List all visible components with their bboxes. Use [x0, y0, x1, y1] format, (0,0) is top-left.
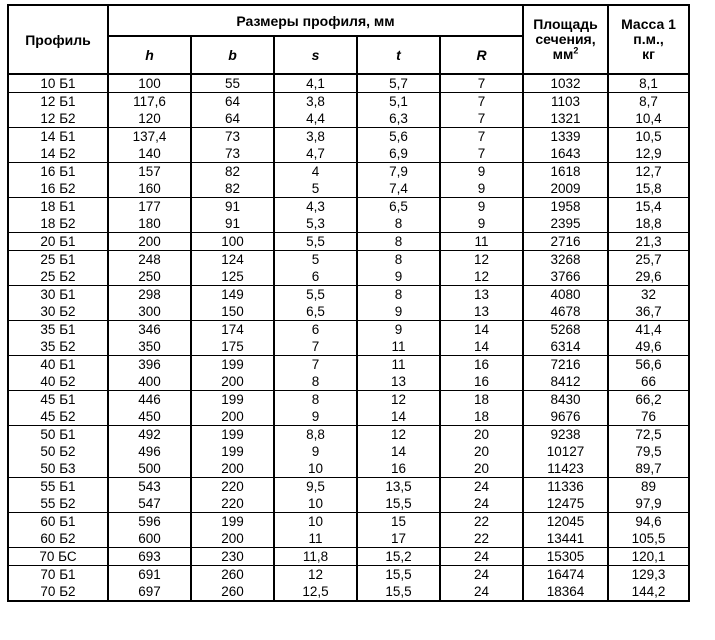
cell-r: 22	[440, 513, 523, 531]
cell-area: 18364	[523, 583, 608, 601]
header-mass-line3: кг	[642, 46, 655, 62]
cell-r: 24	[440, 548, 523, 566]
cell-profile: 30 Б1	[8, 286, 108, 304]
cell-b: 199	[191, 356, 274, 374]
cell-t: 5,7	[357, 74, 440, 93]
cell-area: 1321	[523, 110, 608, 128]
cell-mass: 120,1	[608, 548, 689, 566]
cell-mass: 36,7	[608, 303, 689, 321]
cell-profile: 60 Б1	[8, 513, 108, 531]
cell-area: 2395	[523, 215, 608, 233]
cell-r: 24	[440, 495, 523, 513]
cell-r: 24	[440, 478, 523, 496]
header-mass	[608, 5, 689, 74]
cell-b: 149	[191, 286, 274, 304]
cell-t: 15,5	[357, 583, 440, 601]
cell-s: 5	[274, 251, 357, 269]
table-body	[8, 74, 689, 601]
cell-mass: 8,1	[608, 74, 689, 93]
cell-r: 13	[440, 303, 523, 321]
cell-s: 11,8	[274, 548, 357, 566]
cell-h: 180	[108, 215, 191, 233]
table-row	[8, 93, 689, 111]
cell-h: 100	[108, 74, 191, 93]
cell-b: 150	[191, 303, 274, 321]
cell-area: 4080	[523, 286, 608, 304]
cell-b: 200	[191, 460, 274, 478]
cell-area: 2716	[523, 233, 608, 251]
cell-s: 10	[274, 513, 357, 531]
header-dim-s: s	[274, 36, 357, 74]
cell-b: 260	[191, 583, 274, 601]
cell-area: 16474	[523, 566, 608, 584]
cell-b: 200	[191, 530, 274, 548]
cell-profile: 45 Б2	[8, 408, 108, 426]
cell-area: 9676	[523, 408, 608, 426]
cell-s: 12,5	[274, 583, 357, 601]
table-row	[8, 180, 689, 198]
cell-h: 492	[108, 426, 191, 444]
cell-s: 4,4	[274, 110, 357, 128]
cell-h: 446	[108, 391, 191, 409]
header-area	[523, 5, 608, 74]
table-row	[8, 268, 689, 286]
cell-h: 140	[108, 145, 191, 163]
cell-r: 7	[440, 74, 523, 93]
cell-area: 1339	[523, 128, 608, 146]
cell-area: 6314	[523, 338, 608, 356]
cell-r: 18	[440, 391, 523, 409]
cell-profile: 25 Б2	[8, 268, 108, 286]
cell-t: 6,9	[357, 145, 440, 163]
cell-b: 220	[191, 495, 274, 513]
table-row	[8, 233, 689, 251]
header-profile: Профиль	[8, 5, 108, 74]
cell-area: 13441	[523, 530, 608, 548]
cell-s: 5,5	[274, 286, 357, 304]
cell-t: 8	[357, 286, 440, 304]
cell-b: 230	[191, 548, 274, 566]
cell-t: 14	[357, 443, 440, 460]
cell-t: 6,3	[357, 110, 440, 128]
cell-b: 199	[191, 513, 274, 531]
cell-h: 346	[108, 321, 191, 339]
cell-s: 4,7	[274, 145, 357, 163]
cell-t: 15,2	[357, 548, 440, 566]
cell-t: 7,9	[357, 163, 440, 181]
cell-s: 11	[274, 530, 357, 548]
table-row	[8, 198, 689, 216]
table-row	[8, 460, 689, 478]
cell-profile: 12 Б1	[8, 93, 108, 111]
cell-t: 5,6	[357, 128, 440, 146]
cell-s: 9,5	[274, 478, 357, 496]
header-area-line2: сечения,	[535, 31, 596, 47]
cell-h: 697	[108, 583, 191, 601]
header-dim-b: b	[191, 36, 274, 74]
cell-h: 693	[108, 548, 191, 566]
cell-h: 400	[108, 373, 191, 391]
table-row	[8, 215, 689, 233]
cell-t: 13,5	[357, 478, 440, 496]
cell-r: 20	[440, 426, 523, 444]
cell-t: 11	[357, 338, 440, 356]
cell-b: 91	[191, 198, 274, 216]
cell-mass: 15,8	[608, 180, 689, 198]
cell-s: 8,8	[274, 426, 357, 444]
cell-profile: 60 Б2	[8, 530, 108, 548]
cell-b: 200	[191, 408, 274, 426]
cell-t: 8	[357, 251, 440, 269]
cell-profile: 70 Б2	[8, 583, 108, 601]
cell-h: 600	[108, 530, 191, 548]
cell-area: 15305	[523, 548, 608, 566]
cell-area: 8430	[523, 391, 608, 409]
cell-b: 82	[191, 180, 274, 198]
cell-r: 24	[440, 583, 523, 601]
cell-area: 10127	[523, 443, 608, 460]
cell-b: 64	[191, 110, 274, 128]
cell-r: 14	[440, 338, 523, 356]
table-row	[8, 163, 689, 181]
cell-area: 3268	[523, 251, 608, 269]
cell-s: 6,5	[274, 303, 357, 321]
cell-b: 199	[191, 426, 274, 444]
cell-s: 7	[274, 356, 357, 374]
cell-mass: 97,9	[608, 495, 689, 513]
cell-h: 450	[108, 408, 191, 426]
table-header	[8, 5, 689, 74]
table-row	[8, 495, 689, 513]
table-row	[8, 583, 689, 601]
cell-mass: 10,4	[608, 110, 689, 128]
cell-b: 220	[191, 478, 274, 496]
table-row	[8, 251, 689, 269]
cell-b: 260	[191, 566, 274, 584]
cell-profile: 35 Б2	[8, 338, 108, 356]
cell-s: 4,1	[274, 74, 357, 93]
cell-profile: 25 Б1	[8, 251, 108, 269]
header-dim-r: R	[440, 36, 523, 74]
cell-profile: 18 Б1	[8, 198, 108, 216]
cell-h: 250	[108, 268, 191, 286]
cell-mass: 29,6	[608, 268, 689, 286]
header-area-line1: Площадь	[533, 16, 598, 32]
cell-h: 596	[108, 513, 191, 531]
cell-t: 12	[357, 391, 440, 409]
cell-profile: 50 Б2	[8, 443, 108, 460]
cell-h: 160	[108, 180, 191, 198]
cell-area: 9238	[523, 426, 608, 444]
cell-mass: 8,7	[608, 93, 689, 111]
cell-s: 6	[274, 321, 357, 339]
cell-h: 177	[108, 198, 191, 216]
cell-h: 691	[108, 566, 191, 584]
cell-t: 16	[357, 460, 440, 478]
cell-s: 9	[274, 408, 357, 426]
cell-profile: 12 Б2	[8, 110, 108, 128]
cell-mass: 72,5	[608, 426, 689, 444]
table-row	[8, 128, 689, 146]
cell-mass: 15,4	[608, 198, 689, 216]
cell-t: 9	[357, 268, 440, 286]
table-row	[8, 530, 689, 548]
cell-area: 1032	[523, 74, 608, 93]
table-row	[8, 286, 689, 304]
cell-b: 125	[191, 268, 274, 286]
cell-r: 20	[440, 443, 523, 460]
cell-s: 8	[274, 391, 357, 409]
cell-b: 174	[191, 321, 274, 339]
header-area-unit-sup: 2	[573, 45, 579, 56]
cell-profile: 70 БС	[8, 548, 108, 566]
cell-s: 4	[274, 163, 357, 181]
header-area-unit: мм	[552, 46, 574, 62]
cell-mass: 79,5	[608, 443, 689, 460]
cell-profile: 16 Б2	[8, 180, 108, 198]
table-row	[8, 321, 689, 339]
cell-mass: 105,5	[608, 530, 689, 548]
cell-mass: 12,7	[608, 163, 689, 181]
header-dimensions: Размеры профиля, мм	[108, 5, 523, 36]
cell-area: 12045	[523, 513, 608, 531]
cell-mass: 94,6	[608, 513, 689, 531]
cell-h: 500	[108, 460, 191, 478]
table-row	[8, 566, 689, 584]
cell-r: 11	[440, 233, 523, 251]
table-row	[8, 548, 689, 566]
cell-r: 20	[440, 460, 523, 478]
cell-mass: 32	[608, 286, 689, 304]
cell-s: 9	[274, 443, 357, 460]
table-row	[8, 513, 689, 531]
cell-t: 12	[357, 426, 440, 444]
cell-mass: 12,9	[608, 145, 689, 163]
cell-s: 6	[274, 268, 357, 286]
cell-mass: 21,3	[608, 233, 689, 251]
cell-h: 543	[108, 478, 191, 496]
cell-s: 10	[274, 495, 357, 513]
cell-area: 8412	[523, 373, 608, 391]
cell-mass: 41,4	[608, 321, 689, 339]
cell-profile: 40 Б2	[8, 373, 108, 391]
cell-mass: 89,7	[608, 460, 689, 478]
cell-b: 124	[191, 251, 274, 269]
table-row	[8, 110, 689, 128]
cell-profile: 14 Б1	[8, 128, 108, 146]
cell-area: 1618	[523, 163, 608, 181]
cell-area: 5268	[523, 321, 608, 339]
cell-h: 120	[108, 110, 191, 128]
cell-t: 15	[357, 513, 440, 531]
cell-r: 13	[440, 286, 523, 304]
cell-r: 12	[440, 268, 523, 286]
table-row	[8, 408, 689, 426]
cell-s: 5,5	[274, 233, 357, 251]
cell-area: 3766	[523, 268, 608, 286]
cell-r: 7	[440, 110, 523, 128]
cell-mass: 129,3	[608, 566, 689, 584]
cell-h: 350	[108, 338, 191, 356]
cell-area: 1643	[523, 145, 608, 163]
cell-area: 2009	[523, 180, 608, 198]
table-row	[8, 391, 689, 409]
header-mass-line1: Масса 1	[621, 16, 676, 32]
cell-t: 17	[357, 530, 440, 548]
cell-mass: 49,6	[608, 338, 689, 356]
cell-r: 16	[440, 356, 523, 374]
cell-t: 9	[357, 303, 440, 321]
cell-r: 22	[440, 530, 523, 548]
header-dim-h: h	[108, 36, 191, 74]
table-row	[8, 443, 689, 460]
cell-profile: 50 Б1	[8, 426, 108, 444]
table-row	[8, 373, 689, 391]
cell-mass: 89	[608, 478, 689, 496]
cell-s: 10	[274, 460, 357, 478]
table-row	[8, 145, 689, 163]
cell-h: 496	[108, 443, 191, 460]
cell-profile: 50 Б3	[8, 460, 108, 478]
cell-mass: 66	[608, 373, 689, 391]
cell-r: 9	[440, 163, 523, 181]
cell-s: 3,8	[274, 128, 357, 146]
cell-mass: 76	[608, 408, 689, 426]
cell-h: 300	[108, 303, 191, 321]
cell-profile: 10 Б1	[8, 74, 108, 93]
cell-h: 547	[108, 495, 191, 513]
cell-r: 14	[440, 321, 523, 339]
cell-profile: 20 Б1	[8, 233, 108, 251]
cell-b: 55	[191, 74, 274, 93]
cell-h: 248	[108, 251, 191, 269]
table-row	[8, 74, 689, 93]
table-row	[8, 356, 689, 374]
cell-area: 11423	[523, 460, 608, 478]
cell-profile: 18 Б2	[8, 215, 108, 233]
cell-b: 64	[191, 93, 274, 111]
cell-t: 7,4	[357, 180, 440, 198]
cell-mass: 25,7	[608, 251, 689, 269]
cell-t: 15,5	[357, 566, 440, 584]
cell-h: 137,4	[108, 128, 191, 146]
cell-area: 1103	[523, 93, 608, 111]
cell-b: 82	[191, 163, 274, 181]
profile-table	[7, 4, 690, 602]
cell-s: 7	[274, 338, 357, 356]
cell-r: 24	[440, 566, 523, 584]
cell-t: 13	[357, 373, 440, 391]
cell-s: 4,3	[274, 198, 357, 216]
cell-b: 200	[191, 373, 274, 391]
header-dim-t: t	[357, 36, 440, 74]
cell-profile: 30 Б2	[8, 303, 108, 321]
cell-r: 9	[440, 180, 523, 198]
cell-r: 9	[440, 215, 523, 233]
cell-b: 100	[191, 233, 274, 251]
cell-b: 199	[191, 443, 274, 460]
cell-profile: 55 Б1	[8, 478, 108, 496]
cell-r: 7	[440, 93, 523, 111]
cell-area: 12475	[523, 495, 608, 513]
cell-mass: 18,8	[608, 215, 689, 233]
cell-mass: 144,2	[608, 583, 689, 601]
cell-b: 175	[191, 338, 274, 356]
cell-profile: 70 Б1	[8, 566, 108, 584]
cell-s: 3,8	[274, 93, 357, 111]
table-row	[8, 426, 689, 444]
cell-t: 6,5	[357, 198, 440, 216]
header-mass-line2: п.м.,	[633, 31, 664, 47]
table-row	[8, 338, 689, 356]
cell-b: 91	[191, 215, 274, 233]
cell-h: 157	[108, 163, 191, 181]
cell-mass: 66,2	[608, 391, 689, 409]
cell-profile: 35 Б1	[8, 321, 108, 339]
cell-area: 1958	[523, 198, 608, 216]
cell-area: 7216	[523, 356, 608, 374]
cell-s: 8	[274, 373, 357, 391]
cell-r: 7	[440, 145, 523, 163]
cell-mass: 10,5	[608, 128, 689, 146]
cell-h: 200	[108, 233, 191, 251]
cell-t: 15,5	[357, 495, 440, 513]
cell-t: 14	[357, 408, 440, 426]
cell-r: 12	[440, 251, 523, 269]
cell-area: 4678	[523, 303, 608, 321]
cell-profile: 16 Б1	[8, 163, 108, 181]
cell-h: 396	[108, 356, 191, 374]
cell-t: 8	[357, 215, 440, 233]
cell-t: 11	[357, 356, 440, 374]
cell-t: 9	[357, 321, 440, 339]
cell-s: 5,3	[274, 215, 357, 233]
table-row	[8, 303, 689, 321]
cell-r: 9	[440, 198, 523, 216]
cell-profile: 40 Б1	[8, 356, 108, 374]
cell-r: 18	[440, 408, 523, 426]
table-row	[8, 478, 689, 496]
cell-h: 298	[108, 286, 191, 304]
cell-t: 8	[357, 233, 440, 251]
cell-h: 117,6	[108, 93, 191, 111]
cell-mass: 56,6	[608, 356, 689, 374]
cell-r: 16	[440, 373, 523, 391]
cell-b: 73	[191, 145, 274, 163]
cell-b: 199	[191, 391, 274, 409]
cell-profile: 45 Б1	[8, 391, 108, 409]
cell-area: 11336	[523, 478, 608, 496]
cell-s: 12	[274, 566, 357, 584]
cell-s: 5	[274, 180, 357, 198]
cell-profile: 14 Б2	[8, 145, 108, 163]
cell-t: 5,1	[357, 93, 440, 111]
cell-r: 7	[440, 128, 523, 146]
cell-profile: 55 Б2	[8, 495, 108, 513]
cell-b: 73	[191, 128, 274, 146]
